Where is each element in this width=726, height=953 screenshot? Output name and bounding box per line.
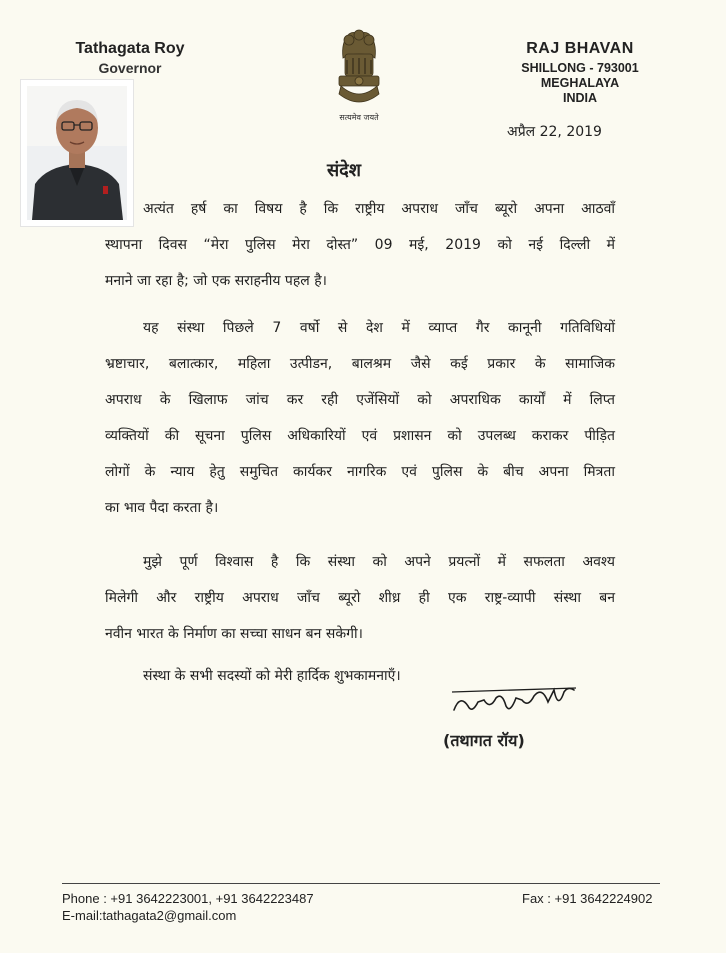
paragraph-line: व्यक्तियों की सूचना पुलिस अधिकारियों एवं प्रशासन को उपलब्ध कराकर पीड़ित bbox=[105, 428, 615, 444]
footer-fax: Fax : +91 3642224902 bbox=[522, 891, 653, 906]
paragraph-line: स्थापना दिवस “मेरा पुलिस मेरा दोस्त” 09 मई, 2019 को नई दिल्ली में bbox=[105, 237, 615, 253]
footer-divider bbox=[62, 883, 660, 884]
footer-phone: Phone : +91 3642223001, +91 3642223487 bbox=[62, 891, 314, 906]
paragraph-line: मनाने जा रहा है; जो एक सराहनीय पहल है। bbox=[105, 273, 327, 289]
address-line: MEGHALAYA bbox=[540, 76, 620, 90]
paragraph-line: अत्यंत हर्ष का विषय है कि राष्ट्रीय अपराध जाँच ब्यूरो अपना आठवाँ bbox=[143, 201, 615, 217]
sender-block bbox=[60, 40, 200, 76]
paragraph-line: का भाव पैदा करता है। bbox=[105, 500, 219, 516]
state-emblem bbox=[328, 24, 390, 124]
paragraph-line: यह संस्था पिछले 7 वर्षो से देश में व्याप्त गैर कानूनी गतिविधियों bbox=[143, 320, 615, 336]
address-line: INDIA bbox=[562, 91, 598, 105]
emblem-motto: सत्यमेव जयते bbox=[339, 113, 379, 122]
sender-name: Tathagata Roy bbox=[75, 40, 185, 57]
paragraph-line: भ्रष्टाचार, बलात्कार, महिला उत्पीडन, बालश्रम जैसे कई प्रकार के सामाजिक bbox=[105, 356, 615, 372]
letter-subject: संदेश bbox=[327, 160, 361, 181]
address-line: RAJ BHAVAN bbox=[526, 40, 634, 57]
signature-stroke bbox=[450, 680, 580, 724]
message-paragraph bbox=[105, 544, 615, 652]
paragraph-line: मिलेगी और राष्ट्रीय अपराध जाँच ब्यूरो शीध्र ही एक राष्ट्र-व्यापी संस्था बन bbox=[105, 590, 615, 606]
message-paragraph bbox=[105, 191, 615, 299]
address-line: SHILLONG - 793001 bbox=[521, 61, 639, 75]
paragraph-line: मुझे पूर्ण विश्वास है कि संस्था को अपने प्रयत्नों में सफलता अवश्य bbox=[143, 554, 615, 570]
paragraph-line: अपराध के खिलाफ जांच कर रही एजेंसियों को अपराधिक कार्यों में लिप्त bbox=[105, 392, 615, 408]
signatory-name: (तथागत रॉय) bbox=[443, 731, 525, 750]
sender-title: Governor bbox=[98, 60, 162, 76]
footer-email: E-mail:tathagata2@gmail.com bbox=[62, 908, 237, 923]
paragraph-line: नवीन भारत के निर्माण का सच्चा साधन बन सकेगी। bbox=[105, 626, 363, 642]
lion-capital-icon bbox=[329, 24, 389, 110]
letter-date: अप्रैल 22, 2019 bbox=[507, 124, 602, 140]
address-block bbox=[505, 40, 655, 105]
handwritten-signature bbox=[450, 680, 580, 728]
message-paragraph bbox=[105, 310, 615, 526]
paragraph-line: लोगों के न्याय हेतु समुचित कार्यकर नागरिक एवं पुलिस के बीच अपना मित्रता bbox=[105, 464, 615, 480]
paragraph-line: संस्था के सभी सदस्यों को मेरी हार्दिक शुभकामनाएँ। bbox=[143, 668, 401, 684]
